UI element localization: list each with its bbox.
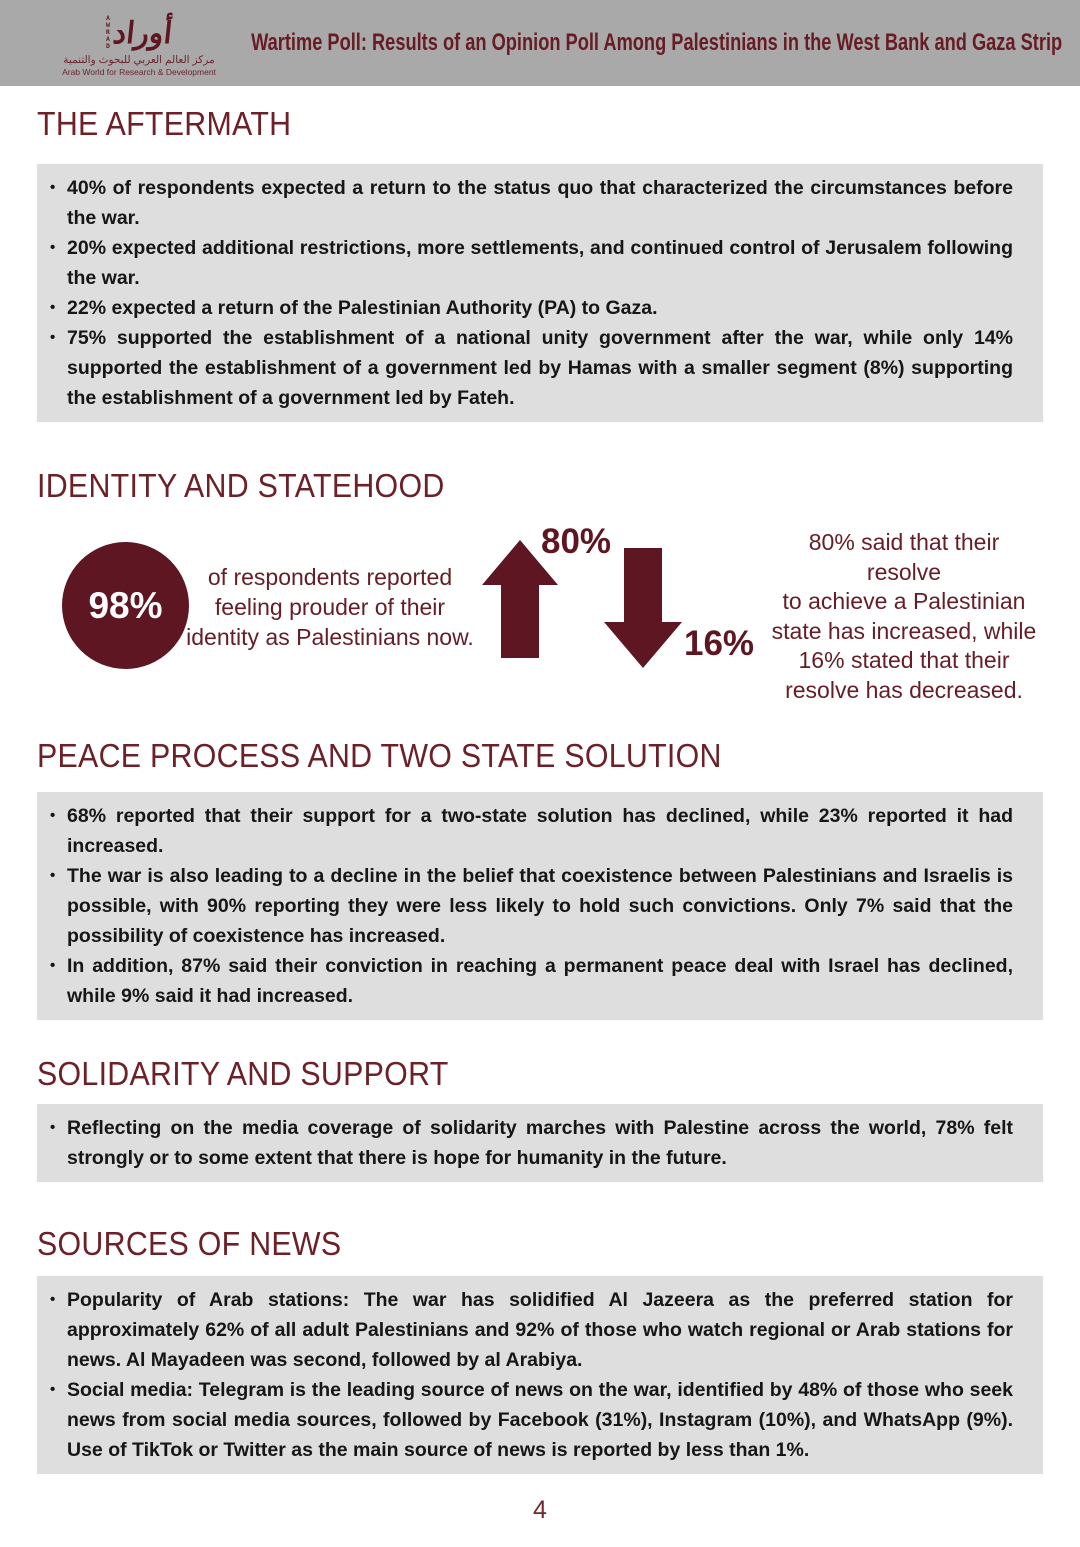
down-arrow-icon <box>604 548 682 668</box>
identity-heading: IDENTITY AND STATEHOOD <box>37 467 445 504</box>
circle-caption-line: feeling prouder of their <box>214 594 446 620</box>
bullet-item: • Social media: Telegram is the leading source of news on the war, identified by 48% of those who seek news from social media sources, followed by Facebook (31%), Instagram (10%), and WhatsApp (9%). Use of TikTok or Twitter as the main source of news is reported by less than 1%. <box>47 1375 1013 1465</box>
circle-caption-line: identity as Palestinians now. <box>186 624 474 650</box>
resolve-caption <box>770 528 1038 705</box>
bullet-item: • Popularity of Arab stations: The war has solidified Al Jazeera as the preferred station for approximately 62% of all adult Palestinians and 92% of those who watch regional or Arab stations for news. Al Mayadeen was second, followed by al Arabiya. <box>47 1285 1013 1375</box>
page-header <box>0 0 1080 86</box>
peace-panel <box>37 792 1043 1020</box>
peace-heading: PEACE PROCESS AND TWO STATE SOLUTION <box>37 737 722 774</box>
bullet-item: • The war is also leading to a decline in the belief that coexistence between Palestinians and Israelis is possible, with 90% reporting they were less likely to hold such convictions. Only 7% said that the possibility of coexistence has increased. <box>47 861 1013 951</box>
awrad-arabic-name: مركز العالم العربي للبحوث والتنمية <box>63 53 215 66</box>
page-number: 4 <box>533 1496 547 1524</box>
solidarity-panel <box>37 1104 1043 1182</box>
down-arrow-value: 16% <box>684 624 755 663</box>
bullet-item: • Reflecting on the media coverage of solidarity marches with Palestine across the world, 78% felt strongly or to some extent that there is hope for humanity in the future. <box>47 1113 1013 1173</box>
aftermath-heading: THE AFTERMATH <box>37 105 292 142</box>
resolve-caption-line: state has increased, while <box>771 617 1037 644</box>
section-sources <box>0 1222 1080 1474</box>
section-peace-process <box>0 734 1080 1020</box>
solidarity-heading: SOLIDARITY AND SUPPORT <box>37 1055 449 1092</box>
awrad-logo-mark <box>106 10 172 52</box>
aftermath-panel <box>37 164 1043 422</box>
header-title-wrap <box>234 29 1080 57</box>
resolve-caption-line: 80% said that their resolve <box>808 529 1000 585</box>
resolve-caption-line: to achieve a Palestinian <box>782 588 1026 614</box>
solidarity-bullet-list <box>47 1113 1013 1173</box>
circle-caption <box>180 562 480 652</box>
bullet-item: • 20% expected additional restrictions, more settlements, and continued control of Jerusalem following the war. <box>47 233 1013 293</box>
sources-heading: SOURCES OF NEWS <box>37 1225 342 1262</box>
bullet-item: • 68% reported that their support for a two-state solution has declined, while 23% reported it had increased. <box>47 801 1013 861</box>
peace-bullet-list <box>47 801 1013 1011</box>
resolve-caption-line: 16% stated that their <box>798 647 1010 673</box>
up-arrow-value: 80% <box>541 522 612 561</box>
section-aftermath <box>0 102 1080 422</box>
aftermath-bullet-list <box>47 173 1013 413</box>
sources-bullet-list <box>47 1285 1013 1465</box>
bullet-item: • 75% supported the establishment of a national unity government after the war, while only 14% supported the establishment of a government led by Hamas with a smaller segment (8%) supporting the establishment of a government led by Fateh. <box>47 323 1013 413</box>
bullet-item: • 22% expected a return of the Palestinian Authority (PA) to Gaza. <box>47 293 1013 323</box>
awrad-calligraphy-icon: أوراد <box>111 16 174 50</box>
bullet-item: • In addition, 87% said their conviction in reaching a permanent peace deal with Israel has declined, while 9% said it had increased. <box>47 951 1013 1011</box>
identity-infographic <box>0 520 1080 703</box>
circle-caption-line: of respondents reported <box>207 564 453 590</box>
awrad-acronym: AWRAD <box>106 13 110 50</box>
awrad-logo <box>44 10 234 77</box>
section-identity <box>0 464 1080 703</box>
bullet-item: • 40% of respondents expected a return to the status quo that characterized the circumstances before the war. <box>47 173 1013 233</box>
page-title: Wartime Poll: Results of an Opinion Poll Among Palestinians in the West Bank and Gaza Strip <box>251 29 1063 56</box>
stat-circle-value: 98% <box>88 584 163 626</box>
resolve-caption-line: resolve has decreased. <box>785 676 1023 703</box>
awrad-english-name: Arab World for Research & Development <box>62 66 216 77</box>
sources-panel <box>37 1276 1043 1474</box>
stat-circle <box>62 542 189 669</box>
section-solidarity <box>0 1052 1080 1182</box>
